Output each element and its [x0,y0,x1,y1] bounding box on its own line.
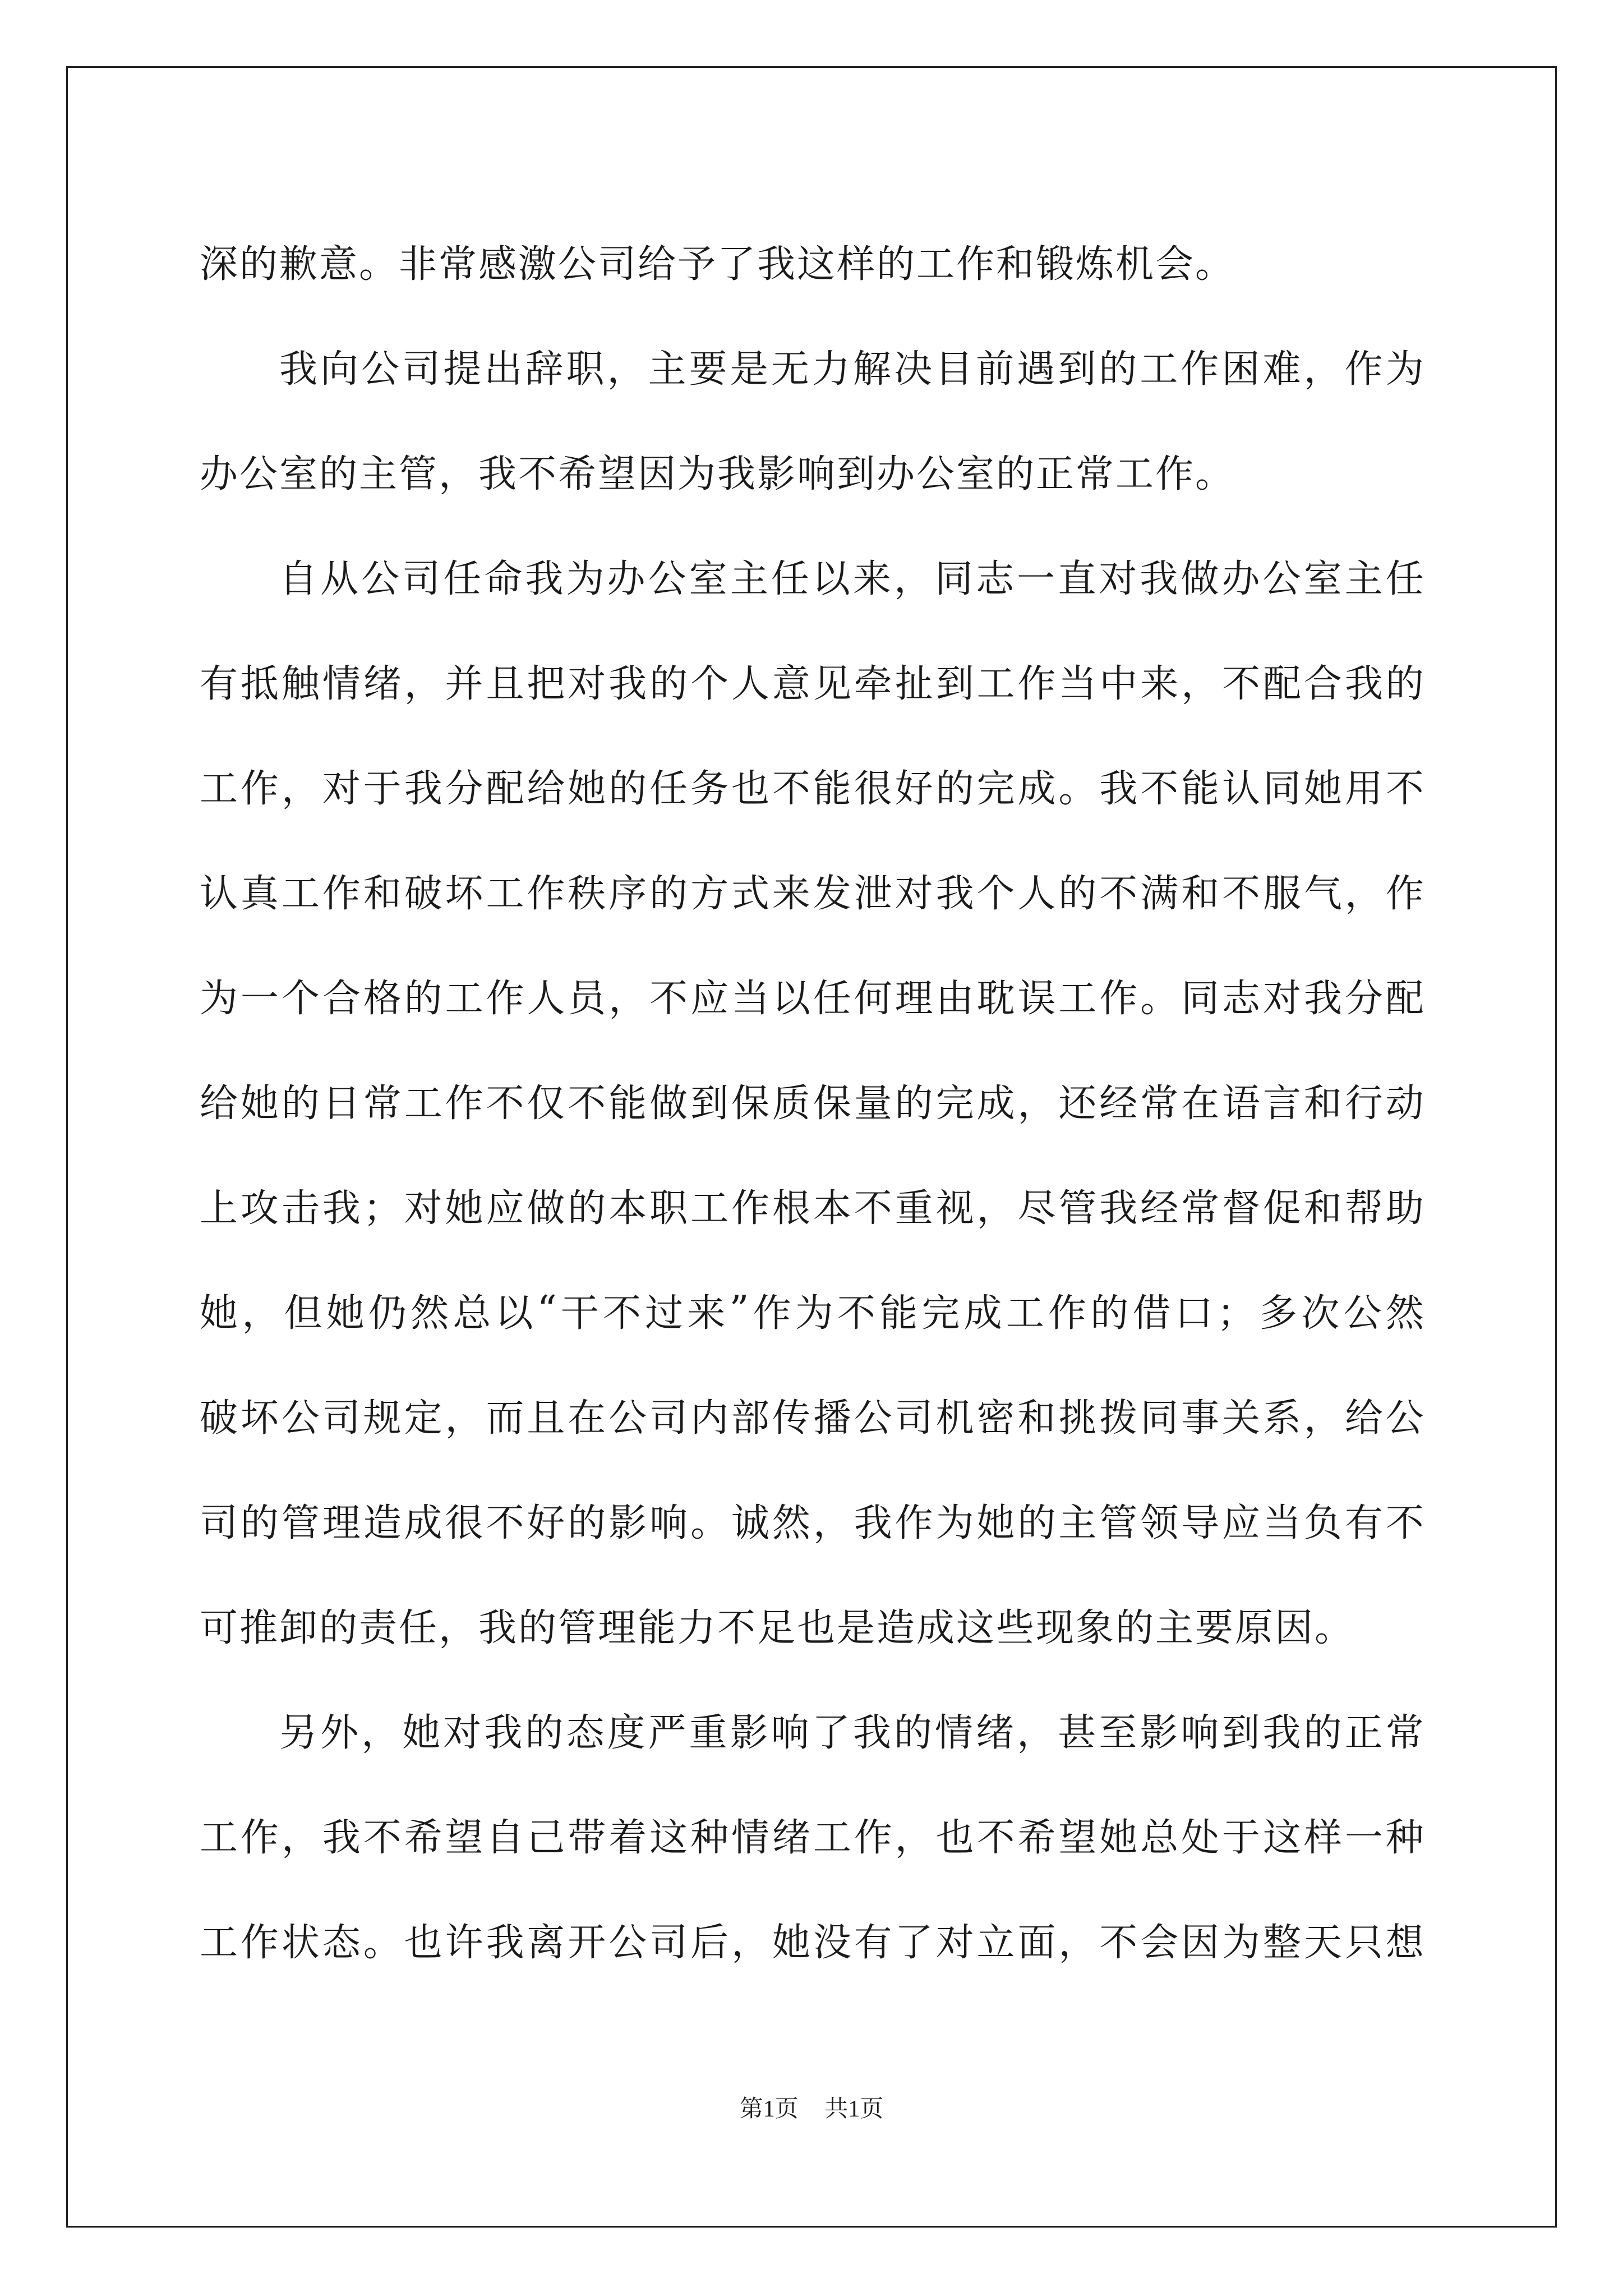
text-line: 破 坏 公 司 规 定 ， 而 且 在 公 司 内 部 传 播 公 司 机 密 和 挑 拨 同 事 关 系 ， 给 公 [200,1396,1426,1441]
text-line: 给 她 的 日 常 工 作 不 仅 不 能 做 到 保 质 保 量 的 完 成 ， 还 经 常 在 语 言 和 行 动 [200,1082,1426,1126]
text-line: 她 ， 但 她 仍 然 总 以 “ 干 不 过 来 ” 作 为 不 能 完 成 工 作 的 借 口 ； 多 次 公 然 [200,1288,1426,1336]
text-line: 另 外 ， 她 对 我 的 态 度 严 重 影 响 了 我 的 情 绪 ， 甚 至 影 响 到 我 的 正 常 [279,1711,1426,1755]
text-line: 认 真 工 作 和 破 坏 工 作 秩 序 的 方 式 来 发 泄 对 我 个 人 的 不 满 和 不 服 气 ， 作 [200,872,1426,916]
text-line: 为 一 个 合 格 的 工 作 人 员 ， 不 应 当 以 任 何 理 由 耽 误 工 作 。 同 志 对 我 分 配 [200,977,1426,1021]
text-line: 工 作 状 态 。 也 许 我 离 开 公 司 后 ， 她 没 有 了 对 立 面 ， 不 会 因 为 整 天 只 想 [200,1921,1426,1965]
page-footer [0,2090,1623,2124]
document-body [200,209,1426,1992]
text-line: 有 抵 触 情 绪 ， 并 且 把 对 我 的 个 人 意 见 牵 扯 到 工 作 当 中 来 ， 不 配 合 我 的 [200,662,1426,706]
text-line: 可推卸的责任，我的管理能力不足也是造成这些现象的主要原因。 [200,1606,1355,1650]
text-line: 办公室的主管，我不希望因为我影响到办公室的正常工作。 [200,452,1235,496]
page-number-current: 第1页 [739,2096,799,2122]
text-line: 自 从 公 司 任 命 我 为 办 公 室 主 任 以 来 ， 同 志 一 直 对 我 做 办 公 室 主 任 [279,557,1426,601]
page-number-total: 共1页 [824,2096,884,2122]
text-line: 深的歉意。非常感激公司给予了我这样的工作和锻炼机会。 [200,242,1235,287]
text-line: 司 的 管 理 造 成 很 不 好 的 影 响 。 诚 然 ， 我 作 为 她 的 主 管 领 导 应 当 负 有 不 [200,1501,1426,1545]
text-line: 我 向 公 司 提 出 辞 职 ， 主 要 是 无 力 解 决 目 前 遇 到 的 工 作 困 难 ， 作 为 [279,347,1426,392]
text-line: 上 攻 击 我 ； 对 她 应 做 的 本 职 工 作 根 本 不 重 视 ， 尽 管 我 经 常 督 促 和 帮 助 [200,1186,1426,1231]
text-line: 工 作 ， 对 于 我 分 配 给 她 的 任 务 也 不 能 很 好 的 完 成 。 我 不 能 认 同 她 用 不 [200,767,1426,811]
text-line: 工 作 ， 我 不 希 望 自 己 带 着 这 种 情 绪 工 作 ， 也 不 希 望 她 总 处 于 这 样 一 种 [200,1816,1426,1860]
